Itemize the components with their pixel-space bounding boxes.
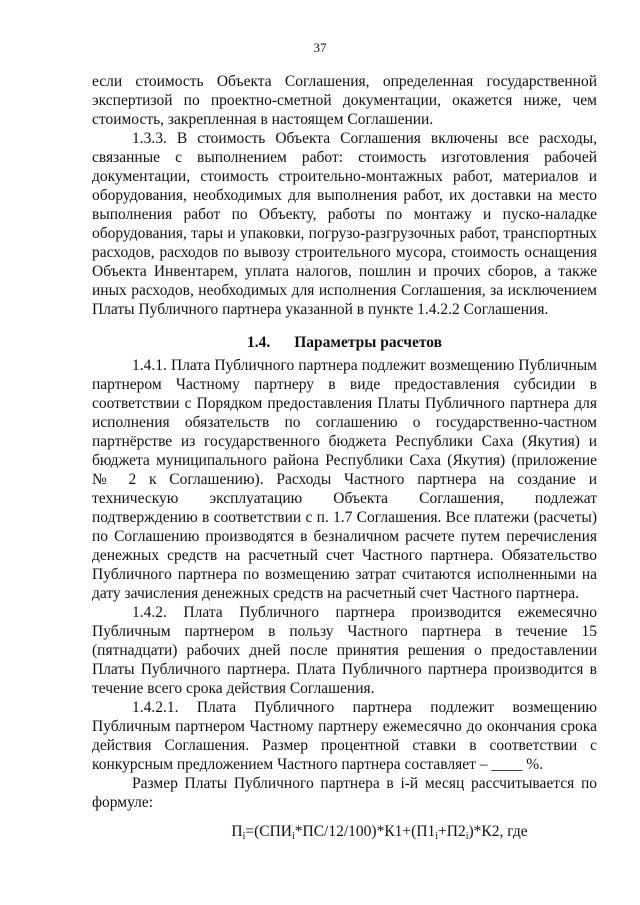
section-heading [92, 333, 597, 352]
formula-lhs: П [231, 823, 243, 840]
page-number: 37 [313, 40, 327, 55]
formula-subscript: i [291, 831, 295, 842]
formula-subscript: i [465, 831, 469, 842]
formula-subscript: i [242, 831, 246, 842]
payment-formula [92, 822, 597, 841]
paragraph-1-4-1: 1.4.1. Плата Публичного партнера подлежит возмещению Публичным партнером Частному партнеру в виде предоставления субсидии в соответствии с Порядком предоставления Платы Публичного партнера для исполнения обязательств по соглашению о государственно-частном партнёрстве из государственного бюджета Республики Саха (Якутия) и бюджета муниципального района Республики Саха (Якутия) (приложение № 2 к Соглашению). Расходы Частного партнера на создание и техническую эксплуатацию Объекта Соглашения, подлежат подтверждению в соответствии с п. 1.7 Соглашения. Все платежи (расчеты) по Соглашению производятся в безналичном расчете путем перечисления денежных средств на расчетный счет Частного партнера. Обязательство Публичного партнера по возмещению затрат считаются исполненными на дату зачисления денежных средств на расчетный счет Частного партнера. [92, 357, 597, 602]
formula-subscript: i [435, 831, 439, 842]
formula-part-4: )*К2, где [468, 823, 528, 840]
formula-part-1: =(СПИ [245, 823, 292, 840]
document-body [92, 72, 597, 841]
formula-part-3: +П2 [438, 823, 466, 840]
formula-part-2: *ПС/12/100)*К1+(П1 [294, 823, 436, 840]
paragraph-intro: если стоимость Объекта Соглашения, определенная государственной экспертизой по проектно-сметной документации, окажется ниже, чем стоимость, закрепленная в настоящем Соглашении. [92, 73, 597, 128]
paragraph-1-4-2-1: 1.4.2.1. Плата Публичного партнера подлежит возмещению Публичным партнером Частному партнеру ежемесячно до окончания срока действия Соглашения. Размер процентной ставки в соответствии с конкурсным предложением Частного партнера составляет – ____ %. [92, 699, 597, 773]
paragraph-1-3-3: 1.3.3. В стоимость Объекта Соглашения включены все расходы, связанные с выполнением работ: стоимость изготовления рабочей документации, стоимость строительно-монтажных работ, материалов и оборудования, необходимых для выполнения работ, их доставки на место выполнения работ по Объекту, работы по монтажу и пуско-наладке оборудования, тары и упаковки, погрузо-разгрузочных работ, транспортных расходов, расходов по вывозу строительного мусора, стоимость оснащения Объекта Инвентарем, уплата налогов, пошлин и прочих сборов, а также иных расходов, необходимых для исполнения Соглашения, за исключением Платы Публичного партнера указанной в пункте 1.4.2.2 Соглашения. [92, 130, 597, 318]
paragraph-formula-intro: Размер Платы Публичного партнера в i-й месяц рассчитывается по формуле: [92, 775, 597, 811]
section-heading-title: Параметры расчетов [294, 334, 442, 351]
paragraph-1-4-2: 1.4.2. Плата Публичного партнера производится ежемесячно Публичным партнером в пользу Частного партнера в течение 15 (пятнадцати) рабочих дней после принятия решения о предоставлении Платы Публичного партнера. Плата Публичного партнера производится в течение всего срока действия Соглашения. [92, 604, 597, 697]
section-heading-number: 1.4. [247, 334, 271, 351]
